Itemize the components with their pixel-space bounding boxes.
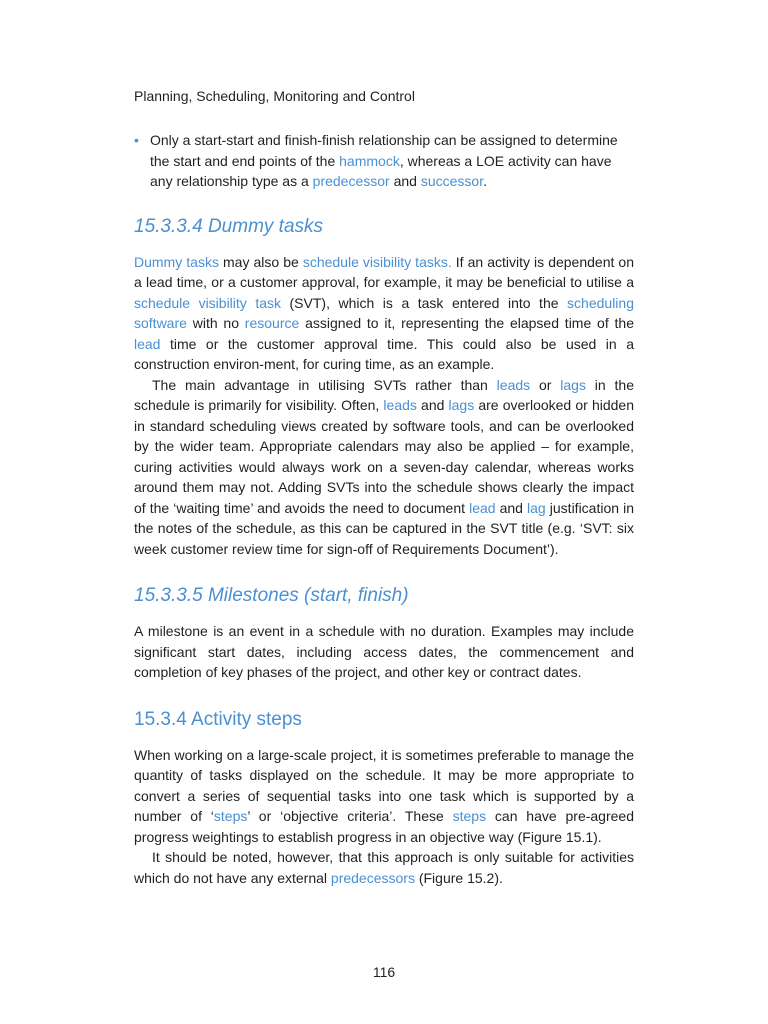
text-run: A milestone is an event in a schedule with no duration. Examples may include significant start dates, including access dates, the commencement and completion of key phases of the project, and other key or contract dates.: [134, 623, 634, 680]
glossary-link[interactable]: resource: [244, 315, 300, 331]
section-activity-steps: [134, 708, 634, 889]
section-heading: 15.3.3.5 Milestones (start, finish): [134, 585, 409, 606]
paragraph: [134, 745, 634, 848]
glossary-link[interactable]: scheduling software: [134, 294, 634, 331]
running-head: Planning, Scheduling, Monitoring and Control: [134, 88, 415, 104]
paragraph: [134, 621, 634, 683]
text-run: (SVT), which is a task entered into the: [281, 294, 568, 311]
section-dummy-tasks: [134, 215, 634, 560]
text-run: ’ or ‘objective criteria’. These: [247, 808, 453, 824]
text-run: in the schedule is primarily for visibility. Often,: [134, 376, 635, 413]
paragraph: [134, 375, 634, 560]
bullet-item: [134, 130, 634, 192]
section-heading: 15.3.4 Activity steps: [134, 708, 302, 730]
glossary-link[interactable]: lead: [134, 335, 161, 352]
glossary-link[interactable]: schedule visibility tasks.: [302, 253, 452, 270]
glossary-link[interactable]: leads: [383, 397, 417, 413]
text-run: assigned to it, representing the elapsed time of the: [299, 315, 634, 331]
glossary-link[interactable]: Dummy tasks: [134, 253, 219, 270]
text-run: Only a start-start and finish-finish relationship can be assigned to determine the start and end points of the: [150, 132, 618, 169]
text-run: time or the customer approval time. This could also be used in a construction environ-ment, for curing time, as an example.: [134, 335, 634, 372]
text-run: with no: [186, 315, 245, 331]
glossary-link[interactable]: steps: [213, 808, 248, 824]
glossary-link[interactable]: predecessor: [312, 173, 390, 189]
text-run: When working on a large-scale project, it is sometimes preferable to manage the quantity of tasks displayed on the schedule. It may be more appropriate to convert a series of sequential tasks into one task which is supported by a number of ‘: [134, 746, 634, 824]
glossary-link[interactable]: lead: [469, 499, 496, 516]
glossary-link[interactable]: predecessors: [330, 869, 415, 886]
text-run: can have pre-agreed progress weightings to establish progress in an objective way (Figure 15.1).: [134, 808, 634, 845]
text-run: If an activity is dependent on a lead time, or a customer approval, for example, it may be beneficial to utilise a: [134, 253, 634, 290]
text-run: The main advantage in utilising SVTs rather than: [152, 376, 497, 393]
bullet-text: [150, 130, 634, 192]
page-body: [134, 86, 634, 913]
glossary-link[interactable]: lags: [560, 376, 586, 393]
glossary-link[interactable]: schedule visibility task: [134, 294, 281, 311]
bullet-list: [134, 130, 634, 192]
glossary-link[interactable]: leads: [496, 376, 531, 393]
glossary-link[interactable]: successor: [420, 173, 484, 189]
glossary-link[interactable]: hammock: [339, 152, 400, 169]
paragraph: [134, 847, 634, 888]
text-run: and: [389, 173, 421, 189]
text-run: justification in the notes of the schedule, as this can be captured in the SVT title (e.g. ‘SVT: six week customer review time for sign-off of Requirements Document’).: [134, 499, 634, 557]
text-run: and: [416, 397, 449, 413]
text-run: It should be noted, however, that this approach is only suitable for activities which do not have any external: [134, 849, 634, 886]
text-run: may also be: [218, 253, 303, 270]
text-run: , whereas a LOE activity can have any relationship type as a: [150, 152, 612, 189]
glossary-link[interactable]: lag: [527, 499, 546, 516]
section-milestones: [134, 584, 634, 683]
glossary-link[interactable]: lags: [448, 397, 475, 413]
text-run: or: [530, 376, 561, 393]
text-run: (Figure 15.2).: [414, 869, 503, 886]
paragraph: [134, 252, 634, 375]
text-run: are overlooked or hidden in standard scheduling views created by software tools, and can be overlooked by the wider team. Appropriate calendars may also be applied – for example, curing activities would always work on a seven-day calendar, whereas works around them may not. Adding SVTs into the schedule shows clearly the impact of the ‘waiting time’ and avoids the need to document: [134, 397, 634, 516]
bullet-icon: •: [134, 132, 139, 148]
text-run: .: [483, 173, 487, 189]
section-heading: 15.3.3.4 Dummy tasks: [134, 215, 324, 237]
text-run: and: [495, 499, 528, 516]
glossary-link[interactable]: steps: [452, 808, 487, 824]
page-number: 116: [372, 964, 396, 980]
